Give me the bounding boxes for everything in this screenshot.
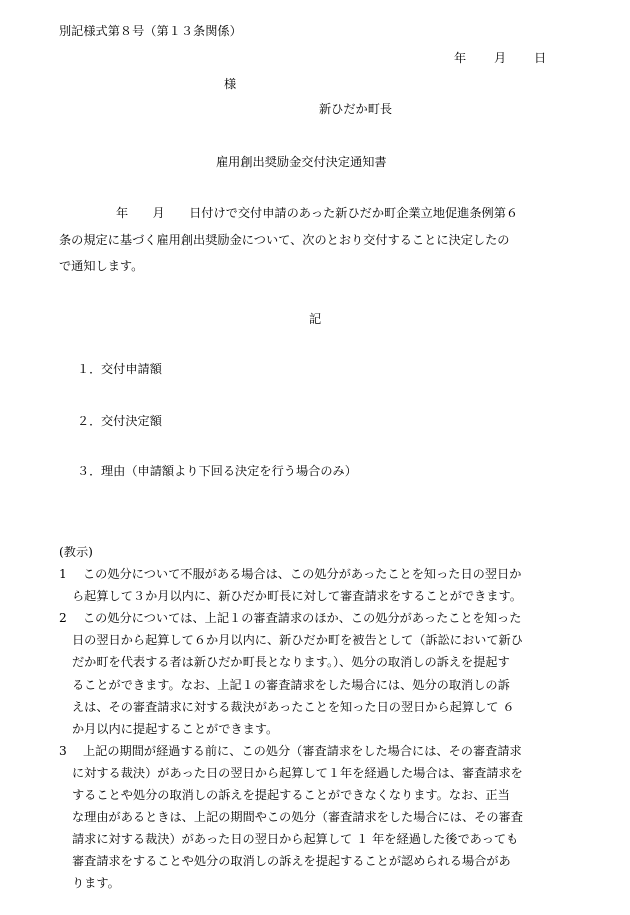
date-month: 月: [494, 51, 507, 65]
note-line: ります。: [72, 876, 120, 891]
note-line: 日の翌日から起算して６か月以内に、新ひだか町を被告として（訴訟において新ひ: [72, 633, 523, 648]
body-line: で通知します。: [59, 259, 144, 273]
instruction-note-3: [59, 740, 579, 895]
instruction-heading: (教示): [59, 545, 93, 559]
addressee-suffix: 様: [224, 77, 237, 91]
instruction-section: [59, 541, 579, 895]
note-line: 上記の期間が経過する前に、この処分（審査請求をした場合には、その審査請求: [83, 743, 522, 758]
date-year: 年: [454, 51, 467, 65]
body-line: 年 月 日付けで交付申請のあった新ひだか町企業立地促進条例第６: [116, 206, 519, 220]
record-item-application-amount: [77, 363, 162, 375]
note-line: 審査請求をすることや処分の取消しの訴えを提起することが認められる場合があ: [72, 854, 511, 869]
note-number: 3: [59, 743, 67, 758]
instruction-note-2: [59, 607, 579, 740]
note-line: することや処分の取消しの訴えを提起することができなくなります。なお、正当: [72, 788, 510, 803]
record-item-number: １．: [77, 362, 102, 376]
note-number: 1: [59, 567, 67, 582]
record-item-reason: [77, 465, 357, 477]
form-label: 別記様式第８号（第１３条関係）: [59, 24, 242, 38]
note-line: だか町を代表する者は新ひだか町長となります。）、処分の取消しの訴えを提起す: [72, 655, 510, 670]
note-line: この処分について不服がある場合は、この処分があったことを知った日の翌日か: [83, 567, 522, 582]
record-item-label: 交付決定額: [101, 414, 162, 428]
note-line: ら起算して３か月以内に、新ひだか町長に対して審査請求をすることができます。: [72, 589, 522, 604]
record-item-number: ３．: [77, 464, 102, 478]
record-item-number: ２．: [77, 414, 102, 428]
instruction-note-1: [59, 563, 579, 607]
date-day: 日: [534, 51, 547, 65]
document-title: 雇用創出奨励金交付決定通知書: [216, 155, 387, 169]
note-number: 2: [59, 611, 67, 626]
note-line: な理由があるときは、上記の期間やこの処分（審査請求をした場合には、その審査: [72, 810, 523, 825]
record-item-label: 理由（申請額より下回る決定を行う場合のみ）: [101, 464, 357, 478]
note-line: に対する裁決）があった日の翌日から起算して１年を経過した場合は、審査請求を: [72, 765, 523, 780]
note-line: か月以内に提起することができます。: [72, 721, 279, 736]
body-line: 条の規定に基づく雇用創出奨励金について、次のとおり交付することに決定したの: [59, 233, 510, 247]
note-line: 請求に対する裁決）があった日の翌日から起算して １ 年を経過した後であっても: [72, 832, 519, 847]
note-line: えは、その審査請求に対する裁決があったことを知った日の翌日から起算して ６: [72, 699, 515, 714]
ki-heading: 記: [309, 312, 322, 326]
note-line: この処分については、上記１の審査請求のほか、この処分があったことを知った: [83, 611, 522, 626]
note-line: ることができます。なお、上記１の審査請求をした場合には、処分の取消しの訴: [72, 677, 510, 692]
record-item-decision-amount: [77, 415, 162, 427]
record-item-label: 交付申請額: [101, 362, 162, 376]
issuer: 新ひだか町長: [319, 102, 393, 116]
